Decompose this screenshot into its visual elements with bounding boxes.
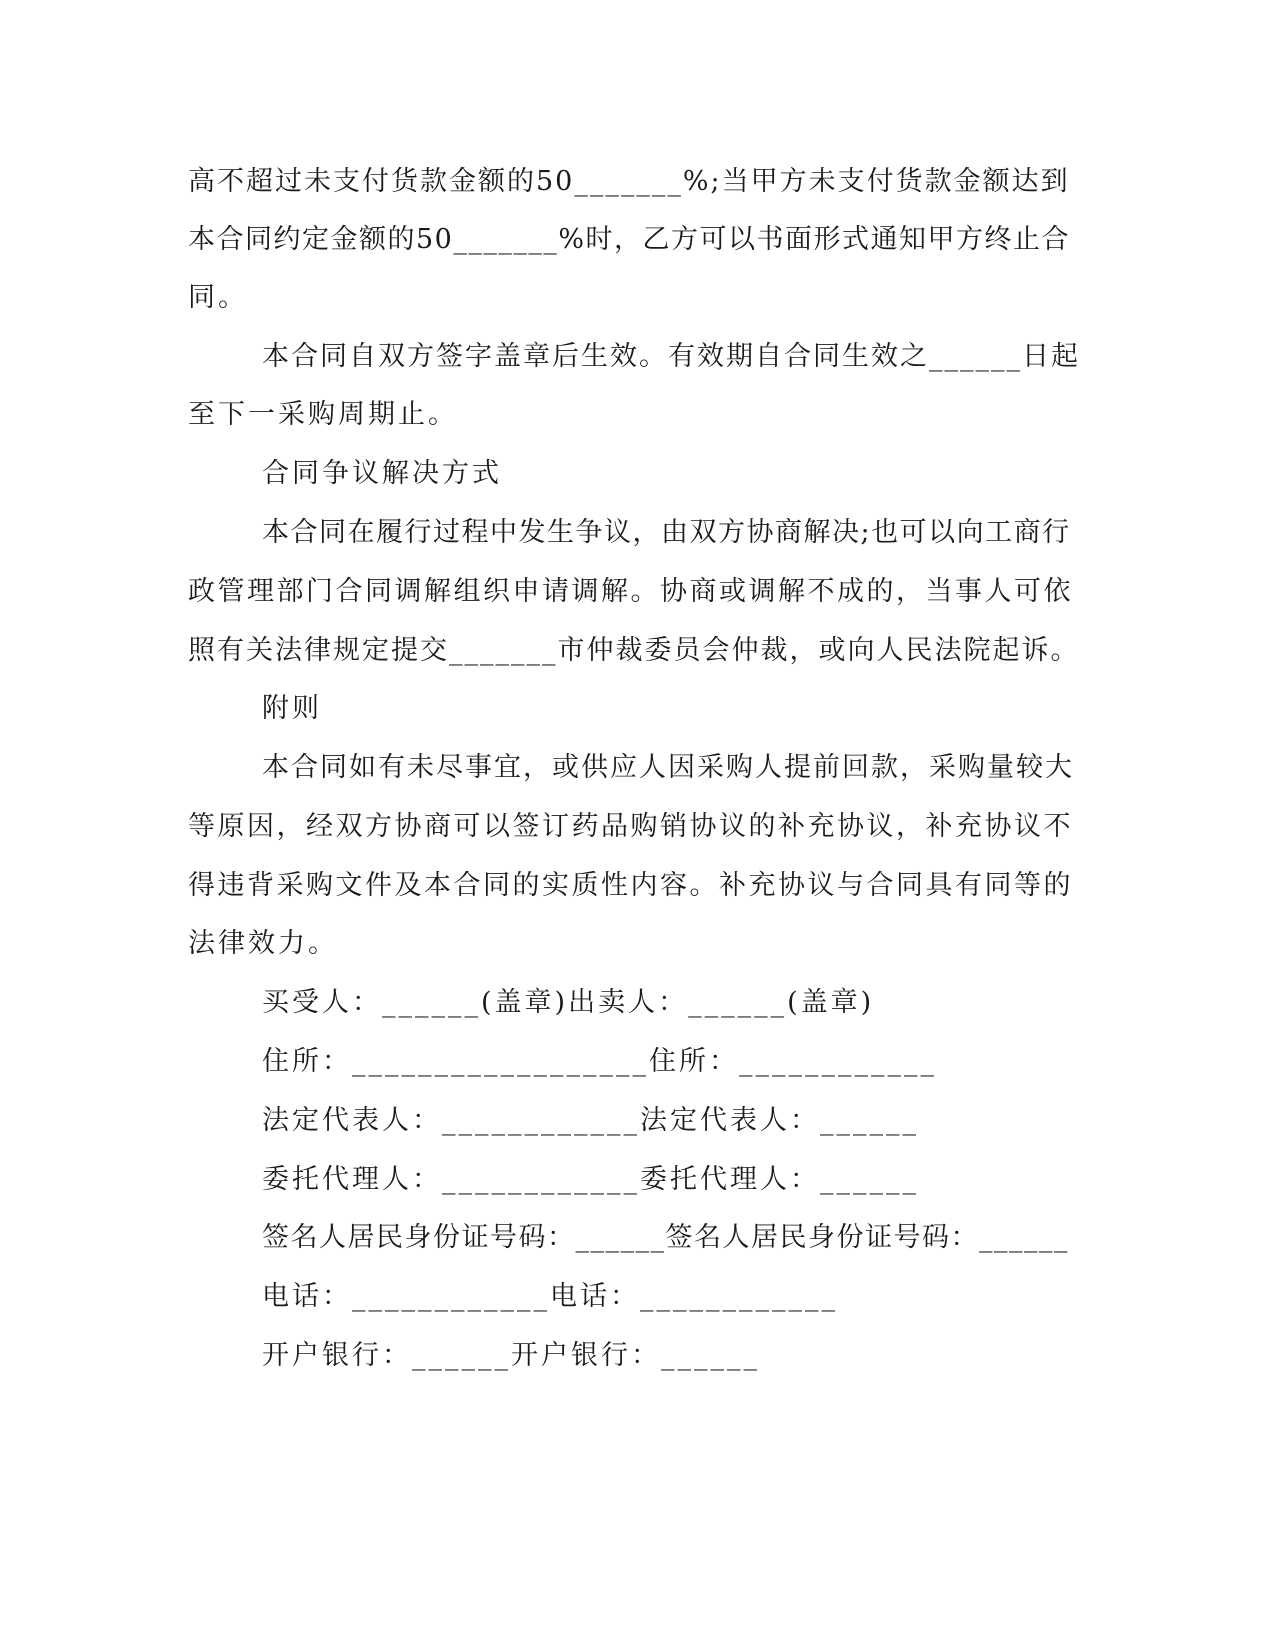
signature-field-phone: 电话：____________电话：____________: [262, 1281, 838, 1312]
paragraph-line-5: 至下一采购周期止。: [188, 399, 458, 430]
signature-field-agent: 委托代理人：____________委托代理人：______: [262, 1164, 919, 1195]
signature-field-legal-rep: 法定代表人：____________法定代表人：______: [262, 1105, 919, 1136]
paragraph-line-8: 照有关法律规定提交_______市仲裁委员会仲裁，或向人民法院起诉。: [188, 635, 1080, 666]
signature-field-buyer-seller: 买受人：______(盖章)出卖人：______(盖章): [262, 987, 875, 1018]
section-heading-dispute: 合同争议解决方式: [262, 458, 502, 489]
signature-field-address: 住所：__________________住所：____________: [262, 1046, 937, 1077]
paragraph-line-1: 高不超过未支付货款金额的50_______%;当甲方未支付货款金额达到: [188, 166, 1070, 197]
paragraph-line-6: 本合同在履行过程中发生争议，由双方协商解决;也可以向工商行: [262, 517, 1071, 548]
paragraph-line-11: 得违背采购文件及本合同的实质性内容。补充协议与合同具有同等的: [188, 870, 1073, 901]
section-heading-supplementary: 附则: [262, 693, 322, 724]
signature-field-id-number: 签名人居民身份证号码：______签名人居民身份证号码：______: [262, 1222, 1069, 1253]
paragraph-line-10: 等原因，经双方协商可以签订药品购销协议的补充协议，补充协议不: [188, 811, 1073, 842]
paragraph-line-9: 本合同如有未尽事宜，或供应人因采购人提前回款，采购量较大: [262, 752, 1074, 783]
paragraph-line-2: 本合同约定金额的50_______%时，乙方可以书面形式通知甲方终止合: [188, 224, 1071, 255]
paragraph-line-12: 法律效力。: [188, 928, 338, 959]
paragraph-line-4: 本合同自双方签字盖章后生效。有效期自合同生效之______日起: [262, 341, 1080, 372]
paragraph-line-3: 同。: [188, 282, 248, 313]
paragraph-line-7: 政管理部门合同调解组织申请调解。协商或调解不成的，当事人可依: [188, 576, 1073, 607]
signature-field-bank: 开户银行：______开户银行：______: [262, 1340, 760, 1371]
